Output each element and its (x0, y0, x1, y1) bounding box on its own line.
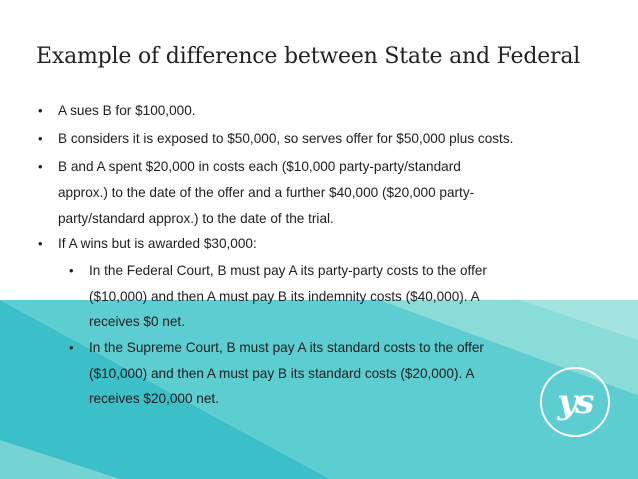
bullet-3-line-1: B and A spent $20,000 in costs each ($10,000 party-party/standard (58, 159, 461, 174)
sub-bullet-1-line-2: ($10,000) and then A must pay B its indemnity costs ($40,000). A (89, 289, 480, 304)
logo-text: ys (557, 382, 593, 422)
sub-bullet-1-line-3: receives $0 net. (89, 314, 185, 329)
sub-bullet-2-line-1: In the Supreme Court, B must pay A its standard costs to the offer (89, 340, 484, 355)
sub-bullet-2-line-3: receives $20,000 net. (89, 391, 219, 406)
bullet-3-line-3: party/standard approx.) to the date of the trial. (58, 211, 334, 226)
sub-bullet-marker: • (69, 263, 74, 278)
sub-bullet-2-line-2: ($10,000) and then A must pay B its standard costs ($20,000). A (89, 366, 475, 381)
bullet-marker: • (38, 159, 43, 174)
bullet-marker: • (38, 236, 43, 251)
bullet-4-line-1: If A wins but is awarded $30,000: (58, 236, 257, 251)
bullet-1-line-1: A sues B for $100,000. (58, 103, 196, 118)
bullet-2-line-1: B considers it is exposed to $50,000, so serves offer for $50,000 plus costs. (58, 131, 514, 146)
sub-bullet-1-line-1: In the Federal Court, B must pay A its party-party costs to the offer (89, 263, 487, 278)
bullet-3-line-2: approx.) to the date of the offer and a further $40,000 ($20,000 party- (58, 185, 475, 200)
bullet-marker: • (38, 131, 43, 146)
ys-logo (540, 367, 610, 437)
sub-bullet-marker: • (69, 340, 74, 355)
bullet-marker: • (38, 103, 43, 118)
slide-title: Example of difference between State and Federal (36, 44, 581, 69)
